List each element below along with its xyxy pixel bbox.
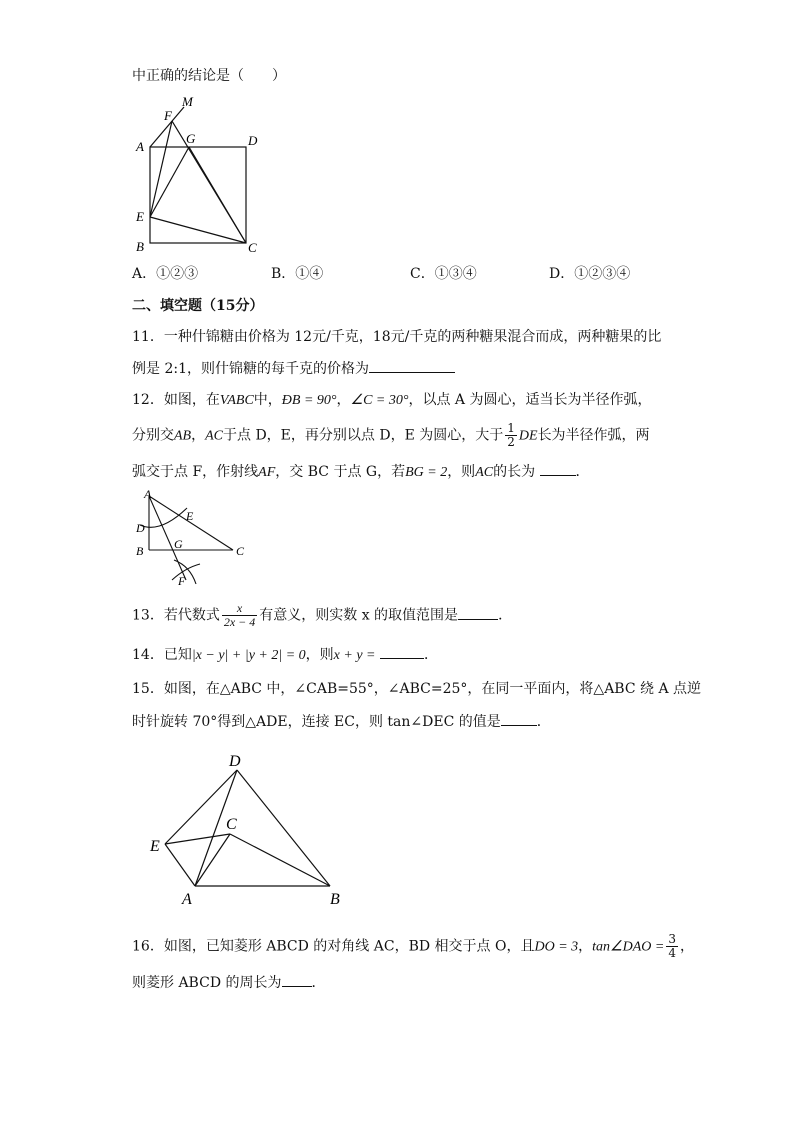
line-fe	[150, 121, 172, 217]
label-d: D	[248, 133, 258, 148]
q12-line3: 弧交于点 F，作射线AF，交 BC 于点 G，若BG = 2，则AC的长为 ．	[132, 461, 590, 483]
q15-line2: 时针旋转 70°得到△ADE，连接 EC，则 tan∠DEC 的值是 ．	[132, 711, 551, 732]
arc-de	[140, 508, 187, 527]
q11-answer-blank[interactable]	[369, 358, 455, 373]
label-g: G	[174, 537, 183, 551]
label-c: C	[248, 240, 257, 255]
label-e: E	[136, 209, 144, 224]
q16-line1: 16．如图，已知菱形 ABCD 的对角线 AC，BD 相交于点 O，且DO = 3，tan∠DAO = $\frac{3}{4}$ ，	[132, 932, 694, 960]
q13-line: 13．若代数式 $\frac{x}{2x - 4}$ 有意义，则实数 x 的取值范围是 ．	[132, 601, 513, 629]
label-f: F	[164, 108, 172, 123]
line-ec	[150, 217, 246, 243]
q10-stem-tail: 中正确的结论是（ ）	[132, 68, 286, 84]
segment-ec	[165, 834, 230, 844]
q14-answer-blank[interactable]	[380, 644, 424, 659]
label-e: E	[150, 838, 160, 855]
label-a: A	[144, 488, 152, 501]
q16-fraction: $\frac{3}{4}$	[668, 932, 676, 960]
q11-line1: 11．一种什锦糖由价格为 12元/千克，18元/千克的两种糖果混合而成，两种糖果的比	[132, 329, 662, 345]
q13-fraction: $\frac{x}{2x - 4}$	[223, 601, 256, 629]
label-f: F	[178, 574, 186, 588]
label-c: C	[226, 816, 237, 833]
q10-figure	[128, 92, 268, 257]
q16-line2: 则菱形 ABCD 的周长为 ．	[132, 972, 326, 993]
side-ac	[195, 834, 230, 886]
q12-answer-blank[interactable]	[540, 461, 576, 476]
arc-f1	[172, 564, 200, 580]
label-b: B	[136, 239, 144, 254]
label-a: A	[136, 139, 144, 154]
option-b[interactable]: B．①④	[271, 266, 324, 282]
label-g: G	[186, 131, 196, 146]
label-b: B	[330, 891, 340, 908]
q12-line1: 12．如图，在VABC中，ÐB = 90°，∠C = 30°，以点 A 为圆心，适当长为半径作弧，	[132, 392, 652, 408]
label-d: D	[136, 521, 145, 535]
option-c[interactable]: C．①③④	[410, 266, 477, 282]
label-e: E	[186, 509, 194, 523]
label-m: M	[182, 94, 193, 109]
section-heading: 二、填空题（15分）	[132, 298, 264, 314]
q15-answer-blank[interactable]	[501, 711, 537, 726]
side-db	[237, 770, 330, 886]
side-ea	[165, 844, 195, 886]
label-b: B	[136, 544, 144, 558]
q12-figure	[130, 488, 255, 588]
q16-answer-blank[interactable]	[282, 972, 312, 987]
label-c: C	[236, 544, 245, 558]
option-d[interactable]: D．①②③④	[549, 266, 631, 282]
q15-figure	[145, 748, 355, 908]
side-ac	[149, 496, 233, 550]
q15-line1: 15．如图，在△ABC 中，∠CAB=55°，∠ABC=25°，在同一平面内，将△ABC 绕 A 点逆	[132, 681, 702, 697]
label-d: D	[229, 753, 241, 770]
q14-line: 14．已知|x − y| + |y + 2| = 0，则x + y = ．	[132, 644, 438, 666]
q13-answer-blank[interactable]	[458, 605, 498, 620]
q11-line2: 例是 2:1，则什锦糖的每千克的价格为	[132, 358, 455, 379]
q12-line2: 分别交AB，AC于点 D，E，再分别以点 D，E 为圆心，大于 $\frac{1}{2}$ DE长为半径作弧，两	[132, 421, 650, 449]
q12-half-fraction: $\frac{1}{2}$	[507, 421, 515, 449]
option-a[interactable]: A．①②③	[132, 266, 199, 282]
side-cb	[230, 834, 330, 886]
line-eg	[150, 147, 189, 217]
label-a: A	[182, 891, 192, 908]
line-gc	[189, 147, 246, 243]
